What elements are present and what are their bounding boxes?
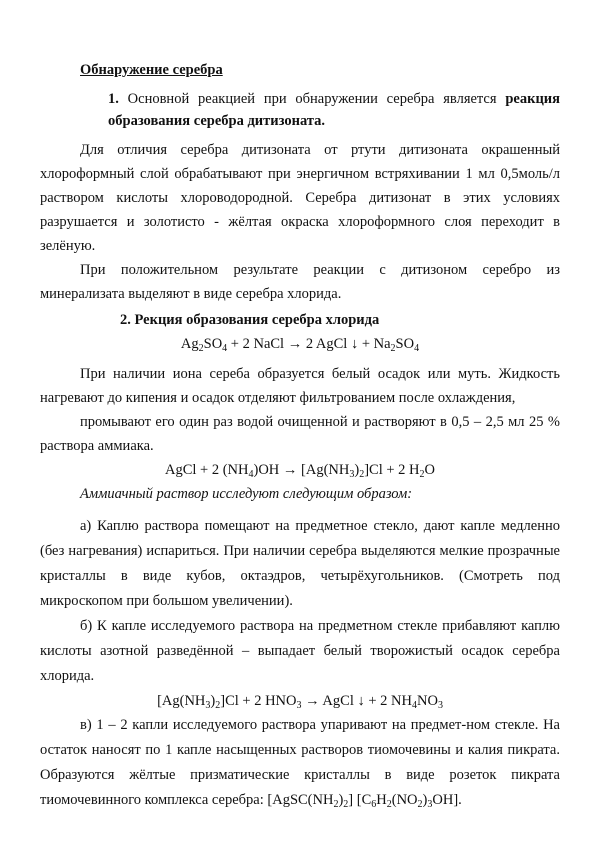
equation-1: $Ag_2SO_4 + 2$ NaCl → 2 AgCl ↓ + $Na_2SO_4$ <box>180 336 420 354</box>
document-page <box>40 58 560 813</box>
section-1-number: 1. <box>108 91 119 107</box>
section-1-lead: Основной реакцией при обнаружении серебра является <box>127 91 497 107</box>
paragraph-a: а) Каплю раствора помещают на предметное стекло, дают капле медленно (без нагревания) испариться. При наличии серебра выделяются мелкие прозрачные кристаллы в виде кубов, октаэдров, четырёхугольников. (Смотреть под микроскопом при большом увеличении). <box>40 518 560 609</box>
paragraph-positive-result: При положительном результате реакции с дитизоном серебро из минерализата выделяют в виде серебра хлорида. <box>40 262 560 302</box>
section-1-heading <box>40 88 560 132</box>
paragraph-dissolve: промывают его один раз водой очищенной и растворяют в 0,5 – 2,5 мл 25 % раствора аммиака. <box>40 414 560 454</box>
equation-3: $[Ag(NH_3)_2]Cl + 2$ $HNO_3$ → AgCl ↓ + 2 $NH_4NO_3$ <box>157 693 443 711</box>
paragraph-c: в) 1 – 2 капли исследуемого раствора упаривают на предмет-ном стекле. На остаток наносят по 1 капле насыщенных растворов тиомочевины и калия пикрата. Образуются жёлтые призматические кристаллы в виде розеток пикрата тиомочевинного комплекса серебра: $[AgSC(NH_2)_2]$ $[C_6H_2(NO_2)_3OH]$. <box>40 717 560 810</box>
paragraph-b: б) К капле исследуемого раствора на предметном стекле прибавляют каплю кислоты азотной разведённой – выпадает белый творожистый осадок серебра хлорида. <box>40 618 560 684</box>
paragraph-precipitate: При наличии иона сереба образуется белый осадок или муть. Жидкость нагревают до кипения и осадок отделяют фильтрованием после охлаждения, <box>40 366 560 406</box>
section-1-bold: реакция образования серебра дитизоната. <box>108 91 561 129</box>
formula-thiourea-complex: $[AgSC(NH_2)_2]$ $[C_6H_2(NO_2)_3OH]$. <box>267 792 462 810</box>
equation-2: AgCl + 2 $(NH_4)OH \to [Ag(NH_3)_2]Cl + 2$ $H_2O$ <box>165 462 435 480</box>
italic-instruction: Аммиачный раствор исследуют следующим образом: <box>80 486 413 502</box>
section-2-heading: 2. Рекция образования серебра хлорида <box>120 312 380 328</box>
paragraph-dithizonate: Для отличия серебра дитизоната от ртути дитизоната окрашенный хлороформный слой обрабатывают при энергичном встряхивании 1 мл 0,5моль/л раствором кислоты хлороводородной. Серебра дитизонат в этих условиях разрушается и золотисто - жёлтая окраска хлороформного слоя переходит в зелёную. <box>40 142 560 254</box>
document-title: Обнаружение серебра <box>80 62 223 78</box>
